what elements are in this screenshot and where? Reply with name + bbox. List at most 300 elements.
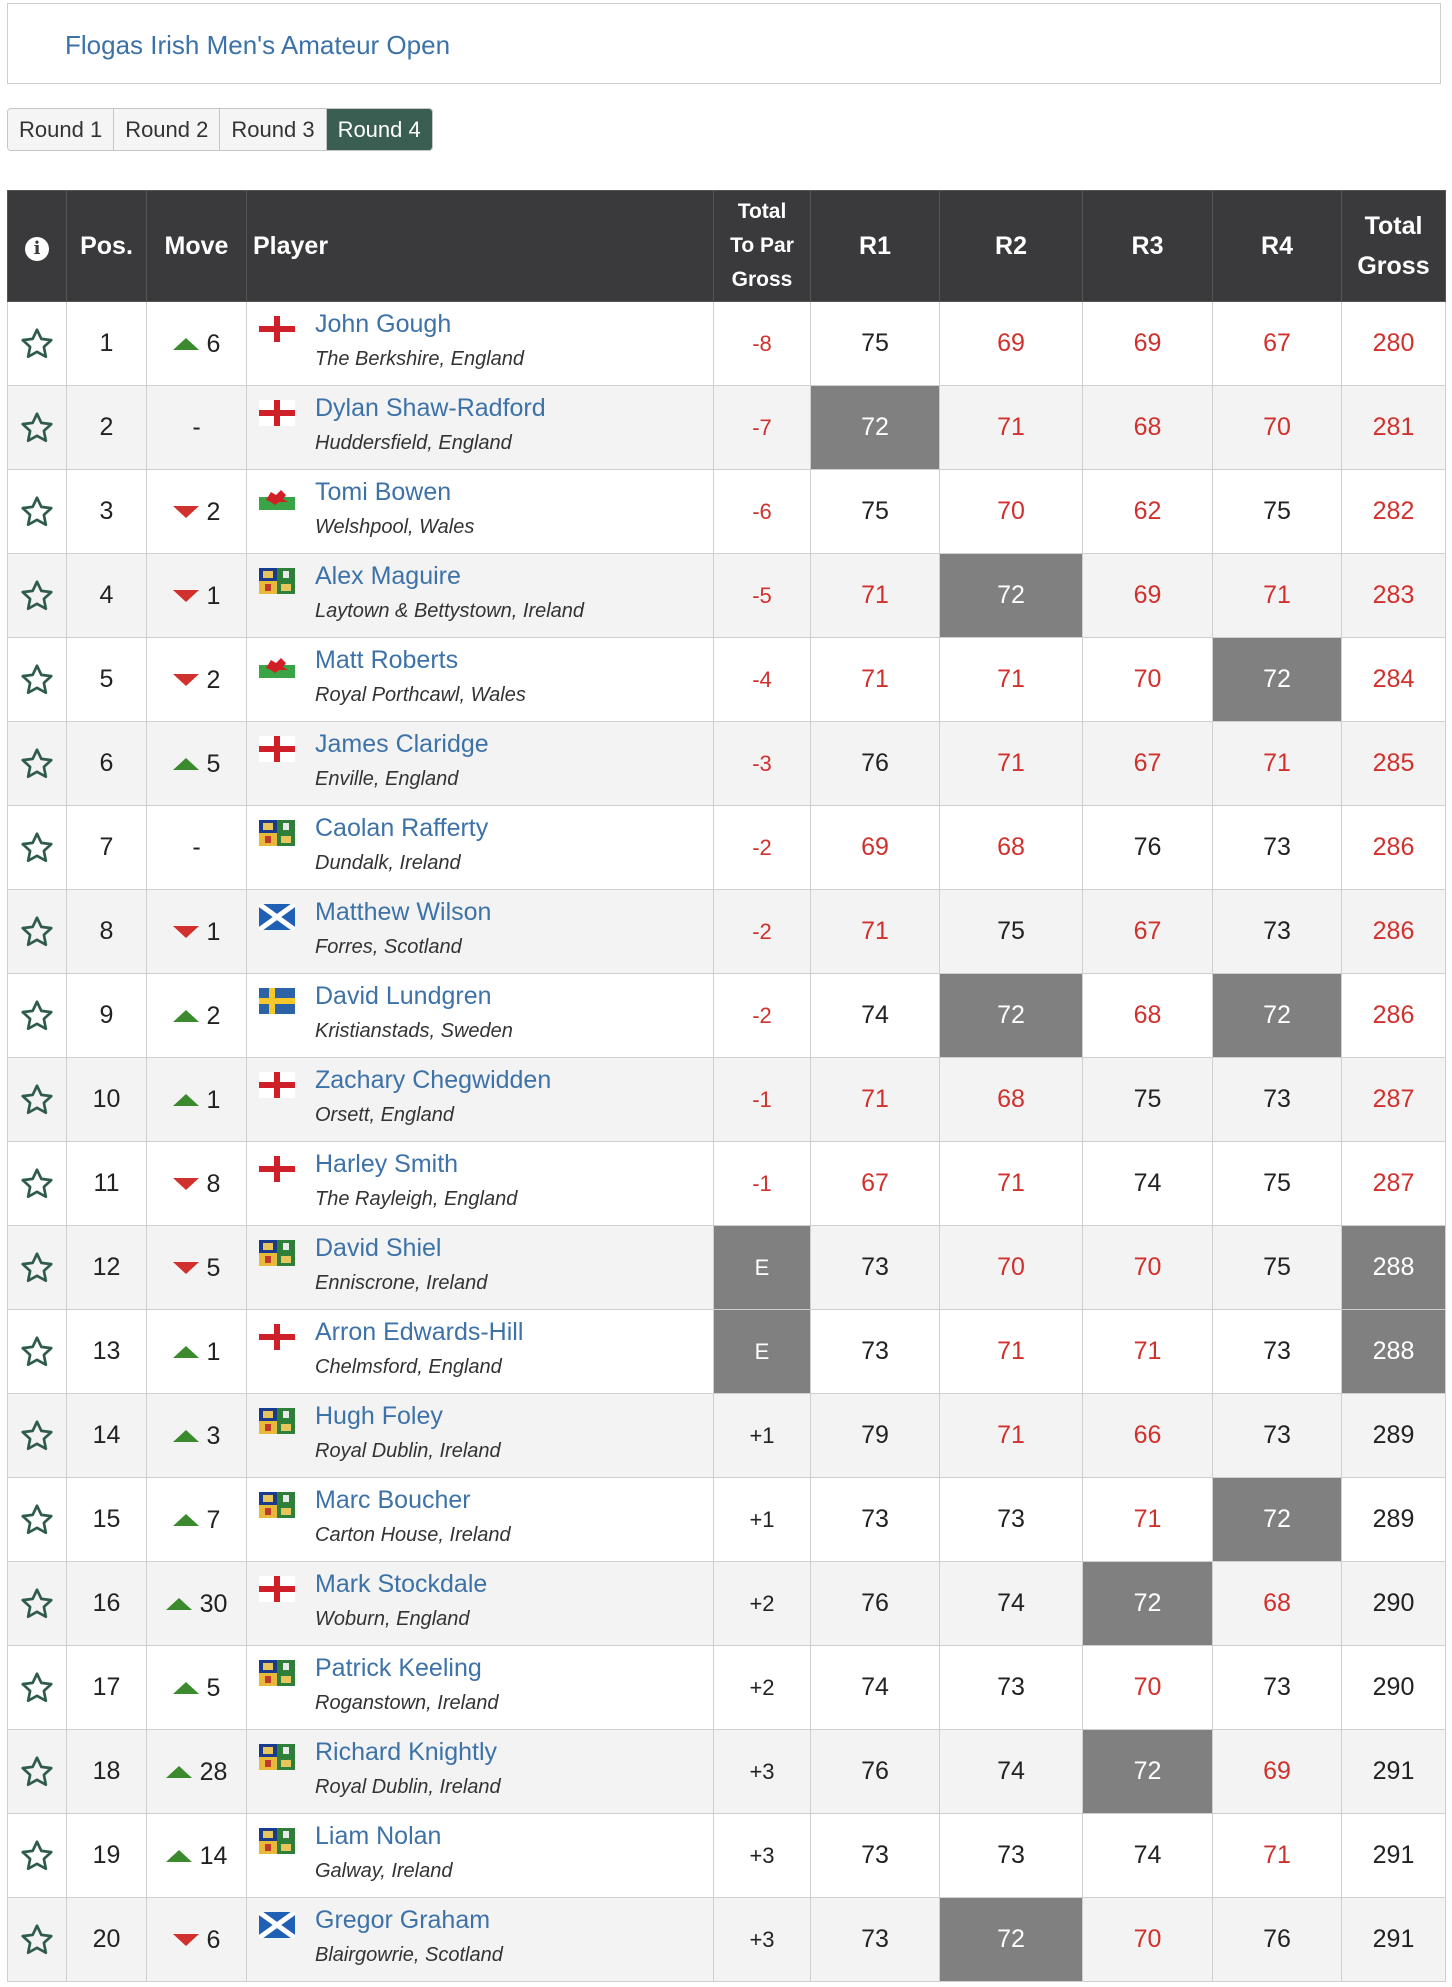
topar-cell: E <box>714 1310 811 1394</box>
favorite-cell[interactable] <box>8 554 67 638</box>
move-indicator <box>173 498 221 527</box>
arrow-down-icon <box>173 1934 199 1946</box>
r1-cell: 72 <box>811 386 940 470</box>
player-cell <box>247 1310 714 1394</box>
player-name-link[interactable]: Mark Stockdale <box>315 1570 488 1598</box>
table-row <box>8 890 1446 974</box>
leaderboard-body <box>8 302 1446 1982</box>
topar-header <box>714 191 811 302</box>
tab-round-1[interactable]: Round 1 <box>8 109 114 150</box>
leaderboard-table <box>7 190 1446 1982</box>
total-cell: 284 <box>1342 638 1446 722</box>
table-row <box>8 722 1446 806</box>
move-header: Move <box>147 191 247 302</box>
r3-cell: 71 <box>1083 1478 1213 1562</box>
tab-round-4[interactable]: Round 4 <box>327 109 432 150</box>
player-cell <box>247 1058 714 1142</box>
move-cell <box>147 1058 247 1142</box>
star-icon[interactable] <box>19 1838 55 1874</box>
topar-cell: +2 <box>714 1562 811 1646</box>
player-cell <box>247 386 714 470</box>
player-name-link[interactable]: John Gough <box>315 310 452 338</box>
r4-cell: 73 <box>1213 1058 1342 1142</box>
player-name-link[interactable]: Richard Knightly <box>315 1738 498 1766</box>
arrow-up-icon <box>166 1766 192 1778</box>
table-row <box>8 1142 1446 1226</box>
star-icon[interactable] <box>19 1670 55 1706</box>
table-row <box>8 386 1446 470</box>
move-indicator <box>173 1338 221 1367</box>
move-indicator <box>173 1506 221 1535</box>
r1-cell: 79 <box>811 1394 940 1478</box>
star-icon[interactable] <box>19 1502 55 1538</box>
player-cell <box>247 890 714 974</box>
r1-cell: 74 <box>811 974 940 1058</box>
player-name-link[interactable]: Harley Smith <box>315 1150 459 1178</box>
player-name-link[interactable]: Hugh Foley <box>315 1402 443 1430</box>
ireland-flag-icon <box>259 1744 295 1770</box>
info-header[interactable] <box>8 191 67 302</box>
move-indicator <box>173 1674 221 1703</box>
move-cell <box>147 1730 247 1814</box>
favorite-cell[interactable] <box>8 722 67 806</box>
move-indicator <box>173 918 221 947</box>
r1-cell: 73 <box>811 1226 940 1310</box>
star-icon[interactable] <box>19 1334 55 1370</box>
star-icon[interactable] <box>19 1418 55 1454</box>
move-indicator <box>173 1086 221 1115</box>
move-value: 7 <box>206 1505 221 1534</box>
move-cell <box>147 386 247 470</box>
r4-cell: 72 <box>1213 638 1342 722</box>
move-cell <box>147 1478 247 1562</box>
favorite-cell[interactable] <box>8 1898 67 1982</box>
r2-cell: 74 <box>940 1562 1083 1646</box>
player-cell <box>247 1226 714 1310</box>
favorite-cell[interactable] <box>8 1730 67 1814</box>
r1-cell: 75 <box>811 302 940 386</box>
star-icon[interactable] <box>19 410 55 446</box>
round-tabs <box>7 108 433 151</box>
total-header <box>1342 191 1446 302</box>
r2-cell: 75 <box>940 890 1083 974</box>
favorite-cell[interactable] <box>8 806 67 890</box>
r4-cell: 73 <box>1213 1394 1342 1478</box>
player-club: Laytown & Bettystown, Ireland <box>315 600 585 622</box>
star-icon[interactable] <box>19 578 55 614</box>
topar-header-line: To Par <box>730 234 794 257</box>
ireland-flag-icon <box>259 820 295 846</box>
move-cell <box>147 1226 247 1310</box>
player-club: Woburn, England <box>315 1608 470 1630</box>
player-header: Player <box>247 191 714 302</box>
r2-cell: 73 <box>940 1814 1083 1898</box>
star-icon[interactable] <box>19 1166 55 1202</box>
ireland-flag-icon <box>259 1240 295 1266</box>
r2-cell: 74 <box>940 1730 1083 1814</box>
position-cell: 16 <box>67 1562 147 1646</box>
position-cell: 9 <box>67 974 147 1058</box>
player-name-link[interactable]: Caolan Rafferty <box>315 814 489 842</box>
total-cell: 288 <box>1342 1226 1446 1310</box>
header-row <box>8 191 1446 302</box>
r2-cell: 71 <box>940 386 1083 470</box>
event-title-link[interactable]: Flogas Irish Men's Amateur Open <box>65 30 451 60</box>
player-name-link[interactable]: Matt Roberts <box>315 646 459 674</box>
move-value: 30 <box>199 1589 228 1618</box>
r2-cell: 72 <box>940 1898 1083 1982</box>
total-cell: 282 <box>1342 470 1446 554</box>
position-cell: 14 <box>67 1394 147 1478</box>
arrow-down-icon <box>173 506 199 518</box>
topar-cell: +3 <box>714 1898 811 1982</box>
player-name-link[interactable]: Alex Maguire <box>315 562 461 590</box>
scotland-flag-icon <box>259 904 295 930</box>
r3-cell: 69 <box>1083 302 1213 386</box>
arrow-up-icon <box>173 1682 199 1694</box>
move-cell <box>147 806 247 890</box>
r4-cell: 71 <box>1213 1814 1342 1898</box>
r3-cell: 68 <box>1083 974 1213 1058</box>
star-icon[interactable] <box>19 998 55 1034</box>
player-club: Forres, Scotland <box>315 936 462 958</box>
player-cell <box>247 1478 714 1562</box>
star-icon[interactable] <box>19 746 55 782</box>
move-indicator <box>173 750 221 779</box>
total-cell: 280 <box>1342 302 1446 386</box>
player-club: Dundalk, Ireland <box>315 852 461 874</box>
r2-cell: 71 <box>940 1394 1083 1478</box>
r1-cell: 75 <box>811 470 940 554</box>
favorite-cell[interactable] <box>8 470 67 554</box>
topar-cell: -6 <box>714 470 811 554</box>
r3-cell: 74 <box>1083 1142 1213 1226</box>
star-icon[interactable] <box>19 830 55 866</box>
move-cell <box>147 890 247 974</box>
r3-cell: 67 <box>1083 722 1213 806</box>
player-name-link[interactable]: Liam Nolan <box>315 1822 442 1850</box>
total-cell: 286 <box>1342 806 1446 890</box>
topar-cell: -1 <box>714 1058 811 1142</box>
r1-cell: 76 <box>811 722 940 806</box>
move-value: - <box>192 413 201 441</box>
favorite-cell[interactable] <box>8 302 67 386</box>
arrow-down-icon <box>173 1178 199 1190</box>
topar-cell: +1 <box>714 1478 811 1562</box>
position-cell: 17 <box>67 1646 147 1730</box>
r1-cell: 76 <box>811 1562 940 1646</box>
topar-header-line: Total <box>737 200 787 223</box>
player-name-link[interactable]: Tomi Bowen <box>315 478 452 506</box>
total-cell: 290 <box>1342 1562 1446 1646</box>
move-value: 5 <box>206 749 221 778</box>
move-value: 1 <box>206 1085 221 1114</box>
favorite-cell[interactable] <box>8 1646 67 1730</box>
r2-cell: 71 <box>940 638 1083 722</box>
position-cell: 13 <box>67 1310 147 1394</box>
move-value: 6 <box>206 329 221 358</box>
move-indicator <box>173 1926 221 1955</box>
r1-cell: 71 <box>811 890 940 974</box>
star-icon[interactable] <box>19 914 55 950</box>
move-indicator <box>173 582 221 611</box>
arrow-down-icon <box>173 1262 199 1274</box>
topar-header-line: Gross <box>731 268 793 291</box>
player-club: Royal Dublin, Ireland <box>315 1440 501 1462</box>
player-name-link[interactable]: Matthew Wilson <box>315 898 492 926</box>
table-row <box>8 1562 1446 1646</box>
r4-cell: 72 <box>1213 974 1342 1058</box>
move-cell <box>147 1814 247 1898</box>
move-cell <box>147 554 247 638</box>
topar-cell: -1 <box>714 1142 811 1226</box>
favorite-cell[interactable] <box>8 1310 67 1394</box>
ireland-flag-icon <box>259 1828 295 1854</box>
favorite-cell[interactable] <box>8 1562 67 1646</box>
r1-cell: 71 <box>811 638 940 722</box>
player-name-link[interactable]: Gregor Graham <box>315 1906 491 1934</box>
player-cell <box>247 722 714 806</box>
star-icon[interactable] <box>19 494 55 530</box>
r4-header: R4 <box>1213 191 1342 302</box>
star-icon[interactable] <box>19 1754 55 1790</box>
move-cell <box>147 1394 247 1478</box>
r4-cell: 71 <box>1213 722 1342 806</box>
r3-cell: 71 <box>1083 1310 1213 1394</box>
r2-cell: 69 <box>940 302 1083 386</box>
move-cell <box>147 1310 247 1394</box>
r4-cell: 73 <box>1213 806 1342 890</box>
total-cell: 285 <box>1342 722 1446 806</box>
r1-cell: 76 <box>811 1730 940 1814</box>
r2-cell: 72 <box>940 554 1083 638</box>
r1-cell: 67 <box>811 1142 940 1226</box>
favorite-cell[interactable] <box>8 1142 67 1226</box>
star-icon[interactable] <box>19 1586 55 1622</box>
table-row <box>8 974 1446 1058</box>
position-cell: 4 <box>67 554 147 638</box>
r3-cell: 62 <box>1083 470 1213 554</box>
r4-cell: 73 <box>1213 1646 1342 1730</box>
position-cell: 15 <box>67 1478 147 1562</box>
player-name-link[interactable]: Dylan Shaw-Radford <box>315 394 546 422</box>
england-flag-icon <box>259 1576 295 1602</box>
topar-cell: -5 <box>714 554 811 638</box>
r4-cell: 75 <box>1213 1142 1342 1226</box>
player-cell <box>247 638 714 722</box>
player-club: Carton House, Ireland <box>315 1524 511 1546</box>
move-value: 14 <box>199 1841 228 1870</box>
total-cell: 291 <box>1342 1814 1446 1898</box>
topar-cell: +1 <box>714 1394 811 1478</box>
player-cell <box>247 470 714 554</box>
r1-cell: 71 <box>811 554 940 638</box>
player-cell <box>247 1646 714 1730</box>
position-cell: 5 <box>67 638 147 722</box>
england-flag-icon <box>259 400 295 426</box>
favorite-cell[interactable] <box>8 1226 67 1310</box>
r4-cell: 75 <box>1213 470 1342 554</box>
topar-cell: +3 <box>714 1730 811 1814</box>
move-indicator <box>173 1002 221 1031</box>
topar-cell: -2 <box>714 806 811 890</box>
favorite-cell[interactable] <box>8 1058 67 1142</box>
r4-cell: 72 <box>1213 1478 1342 1562</box>
wales-flag-icon <box>259 652 295 678</box>
topar-cell: +2 <box>714 1646 811 1730</box>
star-icon[interactable] <box>19 326 55 362</box>
r3-cell: 69 <box>1083 554 1213 638</box>
r3-cell: 75 <box>1083 1058 1213 1142</box>
move-value: 1 <box>206 1337 221 1366</box>
move-cell <box>147 638 247 722</box>
player-club: Kristianstads, Sweden <box>315 1020 513 1042</box>
move-indicator <box>192 833 200 862</box>
player-name-link[interactable]: David Shiel <box>315 1234 442 1262</box>
r3-cell: 72 <box>1083 1730 1213 1814</box>
favorite-cell[interactable] <box>8 974 67 1058</box>
arrow-down-icon <box>173 926 199 938</box>
ireland-flag-icon <box>259 1492 295 1518</box>
move-cell <box>147 1898 247 1982</box>
r4-cell: 73 <box>1213 1310 1342 1394</box>
table-row <box>8 1478 1446 1562</box>
ireland-flag-icon <box>259 568 295 594</box>
player-club: The Rayleigh, England <box>315 1188 518 1210</box>
r1-cell: 73 <box>811 1478 940 1562</box>
table-row <box>8 638 1446 722</box>
r1-cell: 74 <box>811 1646 940 1730</box>
tab-round-3[interactable]: Round 3 <box>220 109 326 150</box>
move-cell <box>147 722 247 806</box>
r1-cell: 73 <box>811 1310 940 1394</box>
arrow-down-icon <box>173 674 199 686</box>
player-club: Galway, Ireland <box>315 1860 453 1882</box>
move-indicator <box>173 1254 221 1283</box>
total-cell: 287 <box>1342 1058 1446 1142</box>
move-indicator <box>173 1170 221 1199</box>
r3-cell: 72 <box>1083 1562 1213 1646</box>
position-cell: 6 <box>67 722 147 806</box>
move-indicator <box>173 666 221 695</box>
move-cell <box>147 1562 247 1646</box>
topar-cell: -3 <box>714 722 811 806</box>
r4-cell: 68 <box>1213 1562 1342 1646</box>
star-icon[interactable] <box>19 1250 55 1286</box>
player-club: Blairgowrie, Scotland <box>315 1944 503 1966</box>
r2-cell: 71 <box>940 722 1083 806</box>
position-cell: 10 <box>67 1058 147 1142</box>
move-value: 8 <box>206 1169 221 1198</box>
total-cell: 286 <box>1342 974 1446 1058</box>
ireland-flag-icon <box>259 1660 295 1686</box>
position-cell: 12 <box>67 1226 147 1310</box>
r4-cell: 76 <box>1213 1898 1342 1982</box>
arrow-up-icon <box>166 1850 192 1862</box>
arrow-up-icon <box>173 1094 199 1106</box>
r4-cell: 69 <box>1213 1730 1342 1814</box>
move-indicator <box>173 330 221 359</box>
arrow-down-icon <box>173 590 199 602</box>
r2-cell: 72 <box>940 974 1083 1058</box>
player-cell <box>247 1142 714 1226</box>
r2-cell: 73 <box>940 1646 1083 1730</box>
move-value: 28 <box>199 1757 228 1786</box>
player-name-link[interactable]: Arron Edwards-Hill <box>315 1318 524 1346</box>
total-cell: 291 <box>1342 1730 1446 1814</box>
arrow-up-icon <box>173 1346 199 1358</box>
total-header-line: Total <box>1364 212 1423 240</box>
move-indicator <box>166 1842 228 1871</box>
r3-cell: 67 <box>1083 890 1213 974</box>
table-row <box>8 1394 1446 1478</box>
position-cell: 18 <box>67 1730 147 1814</box>
info-icon[interactable]: i <box>25 237 49 261</box>
move-value: 3 <box>206 1421 221 1450</box>
star-icon[interactable] <box>19 662 55 698</box>
star-icon[interactable] <box>19 1082 55 1118</box>
tab-round-2[interactable]: Round 2 <box>114 109 220 150</box>
position-cell: 8 <box>67 890 147 974</box>
topar-cell: -4 <box>714 638 811 722</box>
favorite-cell[interactable] <box>8 1394 67 1478</box>
r2-cell: 70 <box>940 1226 1083 1310</box>
total-cell: 289 <box>1342 1394 1446 1478</box>
arrow-up-icon <box>173 1010 199 1022</box>
move-value: 2 <box>206 665 221 694</box>
table-row <box>8 1310 1446 1394</box>
favorite-cell[interactable] <box>8 386 67 470</box>
move-indicator <box>166 1758 228 1787</box>
player-name-link[interactable]: Zachary Chegwidden <box>315 1066 552 1094</box>
r4-cell: 75 <box>1213 1226 1342 1310</box>
player-name-link[interactable]: Patrick Keeling <box>315 1654 482 1682</box>
arrow-up-icon <box>166 1598 192 1610</box>
position-cell: 2 <box>67 386 147 470</box>
r2-cell: 70 <box>940 470 1083 554</box>
topar-cell: -7 <box>714 386 811 470</box>
r2-cell: 71 <box>940 1310 1083 1394</box>
sweden-flag-icon <box>259 988 295 1014</box>
table-row <box>8 1646 1446 1730</box>
player-name-link[interactable]: Marc Boucher <box>315 1486 471 1514</box>
move-cell <box>147 470 247 554</box>
england-flag-icon <box>259 736 295 762</box>
move-value: 1 <box>206 917 221 946</box>
favorite-cell[interactable] <box>8 1814 67 1898</box>
position-cell: 3 <box>67 470 147 554</box>
move-value: 2 <box>206 1001 221 1030</box>
player-name-link[interactable]: James Claridge <box>315 730 489 758</box>
favorite-cell[interactable] <box>8 638 67 722</box>
r1-cell: 71 <box>811 1058 940 1142</box>
total-cell: 289 <box>1342 1478 1446 1562</box>
star-icon[interactable] <box>19 1922 55 1958</box>
move-cell <box>147 302 247 386</box>
player-club: The Berkshire, England <box>315 348 525 370</box>
favorite-cell[interactable] <box>8 1478 67 1562</box>
player-name-link[interactable]: David Lundgren <box>315 982 492 1010</box>
move-indicator <box>166 1590 228 1619</box>
move-value: 5 <box>206 1673 221 1702</box>
position-cell: 11 <box>67 1142 147 1226</box>
total-header-line: Gross <box>1357 252 1430 280</box>
england-flag-icon <box>259 1156 295 1182</box>
england-flag-icon <box>259 316 295 342</box>
move-indicator <box>192 413 200 442</box>
r2-cell: 68 <box>940 1058 1083 1142</box>
favorite-cell[interactable] <box>8 890 67 974</box>
